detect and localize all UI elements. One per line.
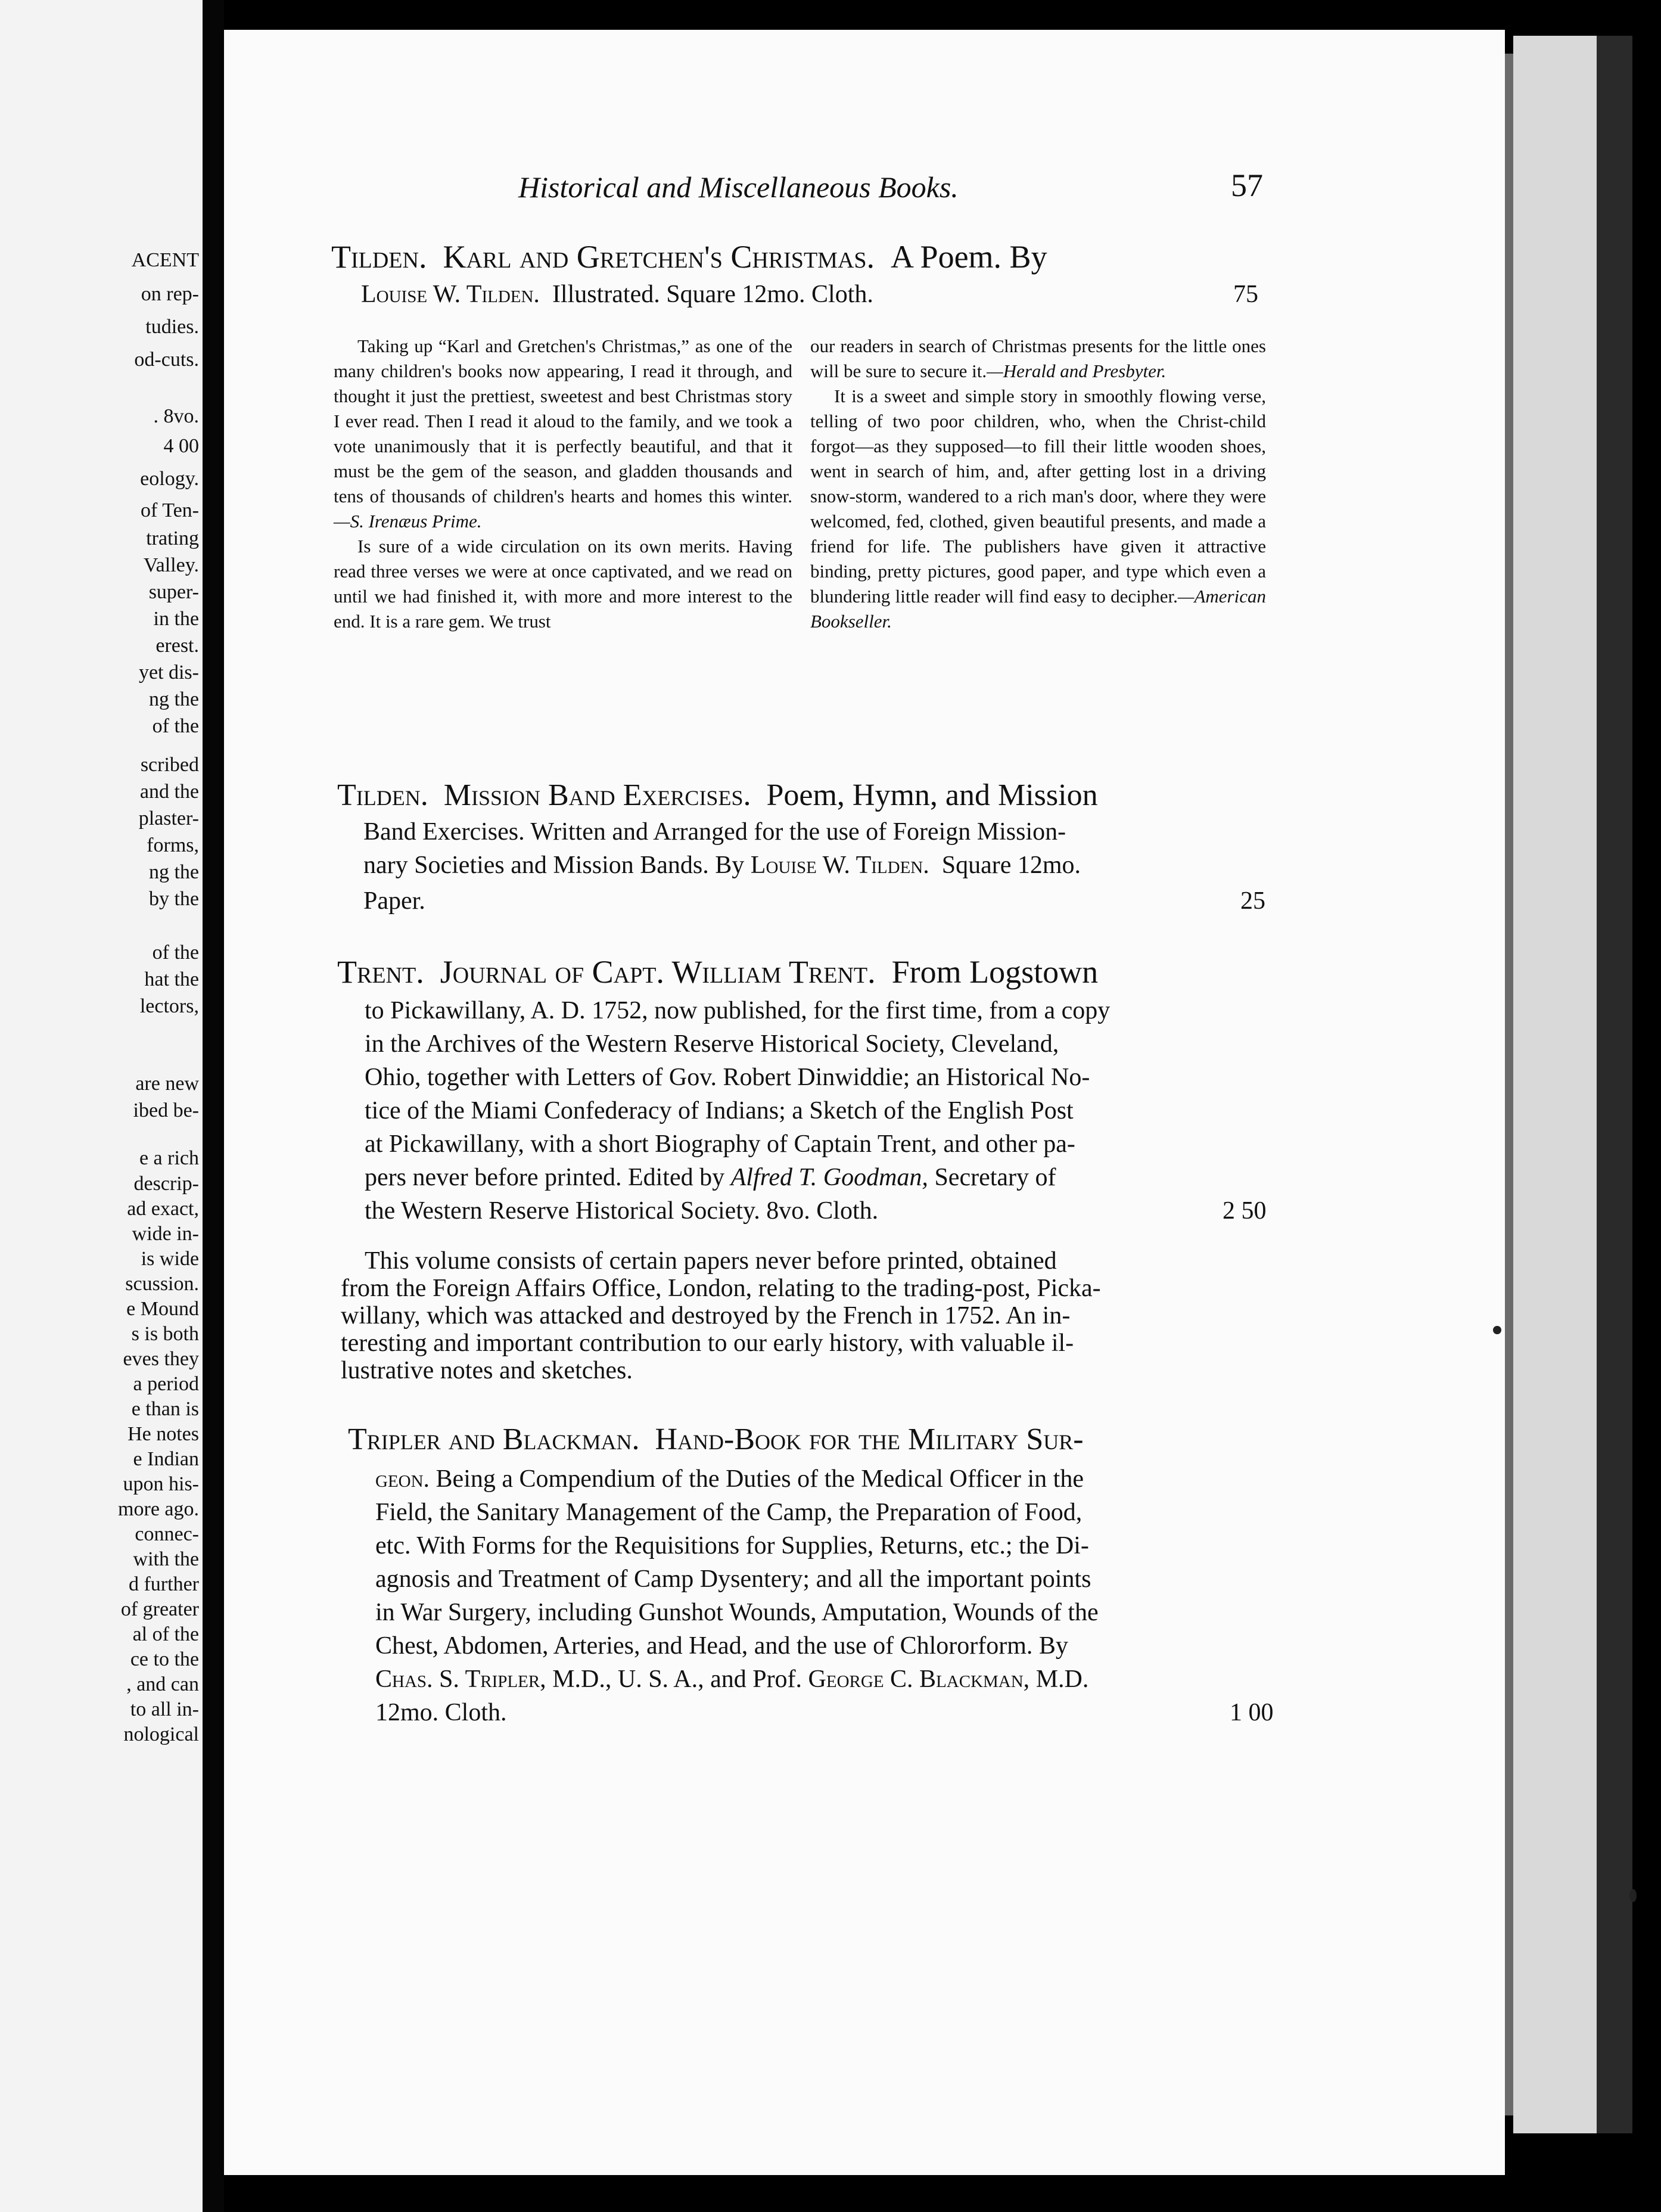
left-page-line: erest.	[155, 635, 199, 657]
entry-text: nary Societies and Mission Bands. By	[363, 852, 745, 879]
left-page-line: od-cuts.	[134, 349, 199, 371]
left-page-line: descrip-	[133, 1173, 199, 1195]
entry-line	[375, 1665, 1088, 1694]
entry-title: Mission Band Exercises.	[443, 778, 751, 812]
entry-line: Field, the Sanitary Management of the Camp, the Preparation of Food,	[375, 1499, 1083, 1526]
left-page-line: connec-	[135, 1523, 199, 1545]
left-page-line: of the	[152, 715, 199, 737]
entry-line	[365, 1163, 1056, 1192]
review-column-right	[810, 334, 1266, 634]
note-line: from the Foreign Affairs Office, London, relating to the trading-post, Picka-	[341, 1275, 1101, 1302]
entry-format: Illustrated. Square 12mo. Cloth.	[552, 281, 873, 308]
review-text: Is sure of a wide circulation on its own merits. Having read three verses we were at once captivated, and we read on until we had finished it, with more and more interest to the end. It is a rare gem. We trust	[334, 536, 792, 632]
left-page-line: of Ten-	[140, 499, 199, 521]
page-edge	[1513, 36, 1597, 2133]
left-page-line: hat the	[144, 968, 199, 990]
left-page-line: ACENT	[131, 249, 199, 271]
entry-price: 25	[1240, 887, 1265, 915]
entry-text: M.D., U. S. A., and Prof.	[552, 1666, 802, 1693]
left-page-line: of greater	[120, 1598, 199, 1620]
entry-price: 1 00	[1230, 1699, 1274, 1726]
left-page-line: ng the	[148, 861, 199, 883]
entry-line: Paper.	[363, 887, 425, 915]
left-page-line: tudies.	[145, 316, 199, 338]
note-line: lustrative notes and sketches.	[341, 1357, 633, 1384]
left-page-line: 4 00	[163, 435, 199, 457]
book-gutter	[203, 0, 224, 2212]
review-text: Taking up “Karl and Gretchen's Christmas,” as one of the many children's books now appearing, I read it through, and thought it just the prettiest, sweetest and best Christmas story I ever read. Then I read it aloud to the family, and we took a vote unanimously that it is perfectly beautiful, and that it must be the gem of the season, and gladden thousands and tens of thousands of children's hearts and homes this winter.	[334, 335, 792, 507]
review-text: our readers in search of Christmas presents for the little ones will be sure to secure it.	[810, 335, 1266, 381]
left-page-line: nological	[123, 1723, 199, 1745]
entry-author: Trent.	[337, 954, 424, 990]
entry-title: Journal of Capt. William Trent.	[440, 954, 876, 990]
left-page-line: He notes	[127, 1423, 199, 1445]
author-name: Chas. S. Tripler,	[375, 1666, 546, 1693]
left-page-line: lectors,	[139, 995, 199, 1017]
left-page-line: are new	[135, 1073, 199, 1095]
left-page-line: scussion.	[125, 1273, 199, 1295]
left-page-line: yet dis-	[138, 661, 199, 684]
left-page-line: trating	[146, 527, 199, 549]
left-page-line: wide in-	[132, 1223, 199, 1245]
note-line: This volume consists of certain papers never before printed, obtained	[365, 1247, 1057, 1275]
entry-details	[361, 280, 873, 309]
review-text: It is a sweet and simple story in smoothly flowing verse, telling of two poor children, who, when the Christ-child forgot—as they supposed—to fill their little wooden shoes, went in search of him, and, after getting lost in a driving snow-storm, wandered to a rich man's door, where they were welcomed, fed, clothed, given beautiful presents, and made a friend for life. The publishers have given it attractive binding, pretty pictures, good paper, and type which even a blundering little reader will find easy to decipher.	[810, 386, 1266, 607]
entry-author-name: Louise W. Tilden.	[361, 281, 540, 308]
speck	[1493, 1326, 1501, 1334]
left-page-line: to all in-	[130, 1698, 199, 1720]
author-name: George C. Blackman,	[808, 1666, 1030, 1693]
entry-author: Tilden.	[331, 239, 427, 275]
left-page-line: more ago.	[118, 1498, 199, 1520]
running-header: Historical and Miscellaneous Books.	[518, 170, 959, 204]
left-page-line: forms,	[147, 834, 199, 856]
entry-line: in the Archives of the Western Reserve Historical Society, Cleveland,	[365, 1030, 1059, 1058]
entry-title: geon.	[375, 1465, 430, 1493]
review-column-left	[334, 334, 792, 634]
entry-price: 2 50	[1223, 1197, 1267, 1225]
review-source: —Herald and Presbyter.	[987, 361, 1167, 381]
entry-heading	[348, 1422, 1084, 1457]
left-page-line: ad exact,	[127, 1198, 199, 1220]
entry-text: Secretary of	[934, 1164, 1056, 1191]
entry-author-name: Louise W. Tilden.	[750, 852, 929, 879]
entry-line	[363, 851, 1081, 880]
entry-line	[375, 1465, 1084, 1493]
entry-title: Karl and Gretchen's Christmas.	[443, 239, 875, 275]
entry-price: 75	[1233, 281, 1258, 308]
left-page-line: . 8vo.	[153, 405, 199, 427]
speck	[1629, 1889, 1637, 1902]
left-page-line: ibed be-	[133, 1099, 199, 1121]
review-source: —S. Irenæus Prime.	[334, 511, 482, 532]
page-number: 57	[1231, 167, 1263, 203]
editor-name: Alfred T. Goodman,	[730, 1164, 928, 1191]
entry-subtitle: Poem, Hymn, and Mission	[766, 778, 1098, 812]
left-page-line: on rep-	[141, 283, 199, 305]
left-page-line: e than is	[131, 1398, 199, 1420]
entry-line: to Pickawillany, A. D. 1752, now published, for the first time, from a copy	[365, 997, 1111, 1024]
entry-author: Tilden.	[337, 778, 428, 812]
left-page-line: by the	[148, 888, 199, 910]
entry-subtitle: A Poem. By	[891, 239, 1047, 275]
left-page-line: , and can	[126, 1673, 199, 1695]
left-page-line: eology.	[140, 468, 199, 490]
entry-line: Band Exercises. Written and Arranged for the use of Foreign Mission-	[363, 818, 1066, 846]
left-page-line: in the	[153, 608, 199, 630]
entry-line: agnosis and Treatment of Camp Dysentery; and all the important points	[375, 1565, 1091, 1593]
left-page-line: Valley.	[143, 554, 199, 576]
left-page-line: and the	[139, 781, 199, 803]
scan-border	[1597, 36, 1632, 2133]
entry-line: etc. With Forms for the Requisitions for Supplies, Returns, etc.; the Di-	[375, 1532, 1089, 1559]
left-page-line: eves they	[123, 1348, 199, 1370]
review-source: —American Bookseller.	[810, 586, 1266, 632]
entry-heading	[337, 778, 1098, 813]
entry-line: Ohio, together with Letters of Gov. Robert Dinwiddie; an Historical No-	[365, 1064, 1090, 1091]
entry-line: tice of the Miami Confederacy of Indians; a Sketch of the English Post	[365, 1097, 1074, 1124]
left-page-line: is wide	[141, 1248, 199, 1270]
left-page-line: al of the	[132, 1623, 199, 1645]
left-page-line: super-	[148, 581, 199, 603]
left-page-line: of the	[152, 942, 199, 964]
left-page-line: s is both	[131, 1323, 199, 1345]
entry-format: Square 12mo.	[941, 852, 1081, 879]
entry-author: Tripler and Blackman.	[348, 1422, 640, 1456]
entry-text: pers never before printed. Edited by	[365, 1164, 725, 1191]
entry-line: the Western Reserve Historical Society. 8vo. Cloth.	[365, 1197, 879, 1225]
entry-text: M.D.	[1035, 1666, 1089, 1693]
left-page-line: scribed	[140, 754, 199, 776]
page-edge-shadow	[1505, 54, 1513, 2115]
note-line: willany, which was attacked and destroyed by the French in 1752. An in-	[341, 1302, 1071, 1329]
left-page-line: upon his-	[123, 1473, 199, 1495]
left-page-fragment	[0, 0, 203, 2212]
left-page-line: ng the	[148, 688, 199, 710]
note-line: teresting and important contribution to our early history, with valuable il-	[341, 1329, 1074, 1357]
entry-line: 12mo. Cloth.	[375, 1699, 507, 1726]
left-page-line: e Indian	[133, 1448, 199, 1470]
entry-heading	[337, 953, 1098, 990]
entry-title: Hand-Book for the Military Sur-	[655, 1422, 1084, 1456]
left-page-line: plaster-	[138, 807, 199, 830]
entry-text: Being a Compendium of the Duties of the Medical Officer in the	[436, 1465, 1084, 1493]
left-page-line: d further	[128, 1573, 199, 1595]
entry-line: in War Surgery, including Gunshot Wounds, Amputation, Wounds of the	[375, 1599, 1099, 1626]
entry-line: at Pickawillany, with a short Biography of Captain Trent, and other pa-	[365, 1130, 1075, 1158]
entry-heading	[331, 238, 1047, 275]
entry-subtitle: From Logstown	[891, 954, 1099, 990]
left-page-line: e Mound	[126, 1298, 199, 1320]
left-page-line: a period	[133, 1373, 199, 1395]
left-page-line: e a rich	[139, 1147, 199, 1169]
left-page-line: with the	[133, 1548, 199, 1570]
entry-line: Chest, Abdomen, Arteries, and Head, and the use of Chlororform. By	[375, 1632, 1068, 1660]
left-page-line: ce to the	[130, 1648, 199, 1670]
